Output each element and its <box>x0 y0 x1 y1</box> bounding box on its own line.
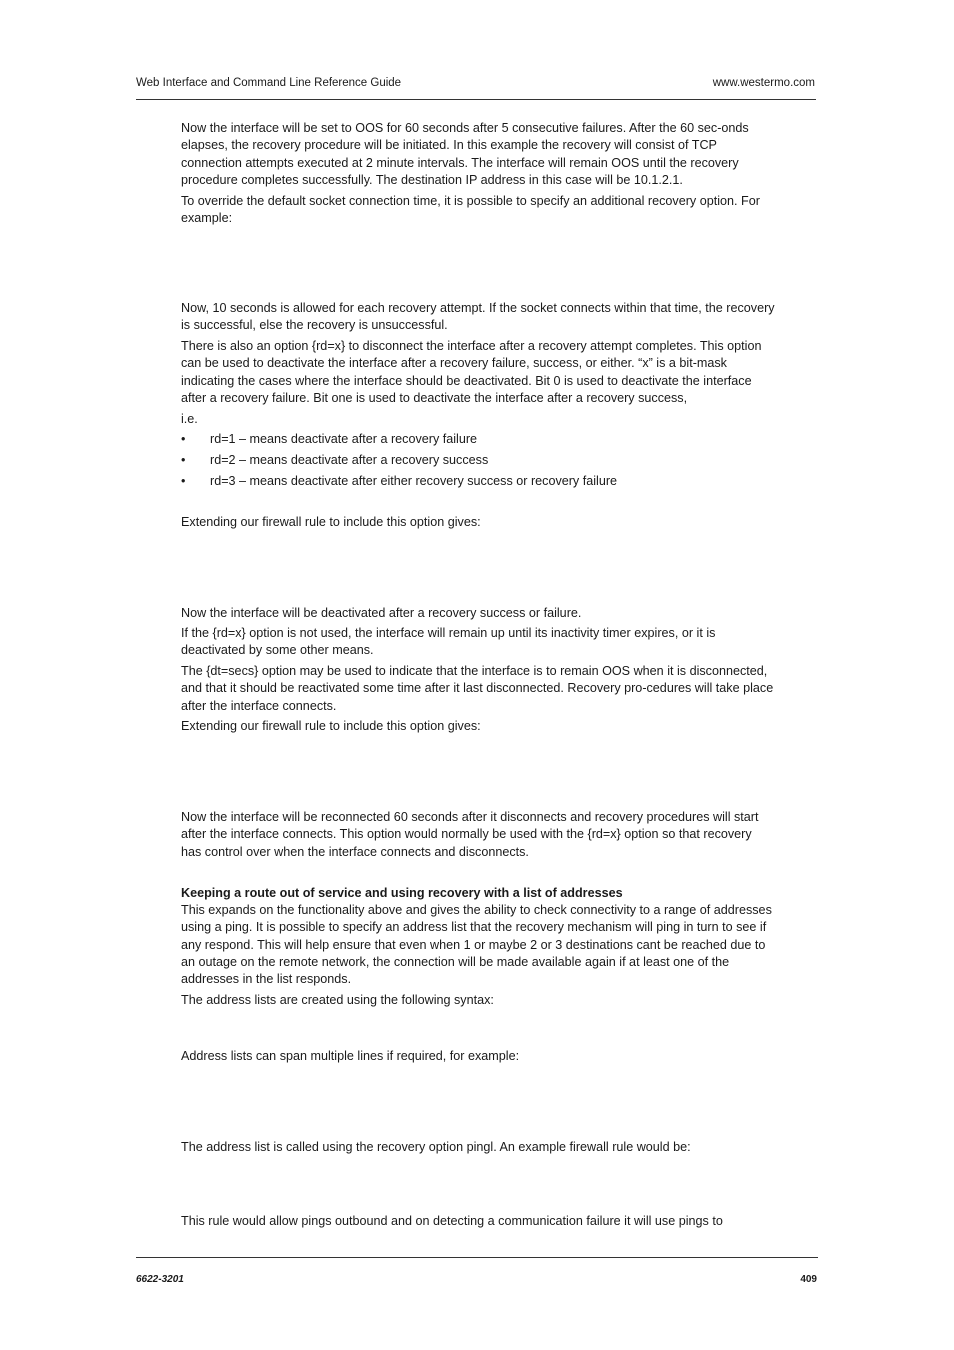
header-title: Web Interface and Command Line Reference Guide <box>136 77 402 89</box>
paragraph-socket-override: To override the default socket connection time, it is possible to specify an additional recovery option. For example: <box>181 194 760 226</box>
paragraph-reconnected: Now the interface will be reconnected 60 seconds after it disconnects and recovery procedures will start after the interface connects. This option would normally be used with the {rd=x} option so that recovery has control over when the interface connects and disconnects. <box>181 810 759 859</box>
paragraph-dt-option: The {dt=secs} option may be used to indicate that the interface is to remain OOS when it is disconnected, and that it should be reactivated some time after it last disconnected. Recovery pro-cedures will take place after the interface connects. <box>181 664 774 713</box>
list-item-text: rd=2 – means deactivate after a recovery success <box>210 453 489 467</box>
bullet-icon: • <box>181 432 186 446</box>
header-url: www.westermo.com <box>712 77 815 89</box>
paragraph-extend-rule-2: Extending our firewall rule to include this option gives: <box>181 719 481 733</box>
footer-page-number: 409 <box>800 1274 817 1285</box>
footer-divider <box>136 1257 818 1258</box>
header-divider <box>136 99 816 100</box>
paragraph-extend-rule-1: Extending our firewall rule to include this option gives: <box>181 515 481 529</box>
paragraph-rd-option: There is also an option {rd=x} to disconnect the interface after a recovery attempt completes. This option can be used to deactivate the interface after a recovery failure, success, or either. “x” is a bit-mask indicating the cases where the interface should be deactivated. Bit 0 is used to deactivate the interface after a recovery failure. Bit one is used to deactivate the interface after a recovery success, <box>181 339 762 405</box>
paragraph-address-list: This expands on the functionality above and gives the ability to check connectivity to a range of addresses using a ping. It is possible to specify an address list that the recovery mechanism will ping in turn to see if any respond. This will help ensure that even when 1 or maybe 2 or 3 destinations cant be reached due to an outage on the remote network, the connection will be made available again if at least one of the addresses in the list responds. <box>181 903 772 987</box>
list-item-text: rd=1 – means deactivate after a recovery failure <box>210 432 478 446</box>
bullet-icon: • <box>181 474 186 488</box>
paragraph-multiline: Address lists can span multiple lines if required, for example: <box>181 1049 520 1063</box>
paragraph-pingl: The address list is called using the recovery option pingl. An example firewall rule would be: <box>181 1140 691 1154</box>
paragraph-deactivated: Now the interface will be deactivated after a recovery success or failure. <box>181 606 582 620</box>
footer-doc-number: 6622-3201 <box>136 1274 184 1285</box>
section-heading: Keeping a route out of service and using recovery with a list of addresses <box>181 886 623 900</box>
bullet-icon: • <box>181 453 186 467</box>
paragraph-syntax: The address lists are created using the following syntax: <box>181 993 494 1007</box>
paragraph-recovery-attempt: Now, 10 seconds is allowed for each recovery attempt. If the socket connects within that time, the recovery is successful, else the recovery is unsuccessful. <box>181 301 775 333</box>
paragraph-rule-pings: This rule would allow pings outbound and on detecting a communication failure it will use pings to <box>181 1214 723 1228</box>
paragraph-ie: i.e. <box>181 412 198 426</box>
list-item-text: rd=3 – means deactivate after either recovery success or recovery failure <box>210 474 618 488</box>
paragraph-oos-recovery: Now the interface will be set to OOS for 60 seconds after 5 consecutive failures. After the 60 sec-onds elapses, the recovery procedure will be initiated. In this example the recovery will consist of TCP connection attempts executed at 2 minute intervals. The interface will remain OOS until the recovery procedure completes successfully. The destination IP address in this case will be 10.1.2.1. <box>181 121 749 187</box>
paragraph-rd-not-used: If the {rd=x} option is not used, the interface will remain up until its inactivity timer expires, or it is deactivated by some other means. <box>181 626 716 658</box>
